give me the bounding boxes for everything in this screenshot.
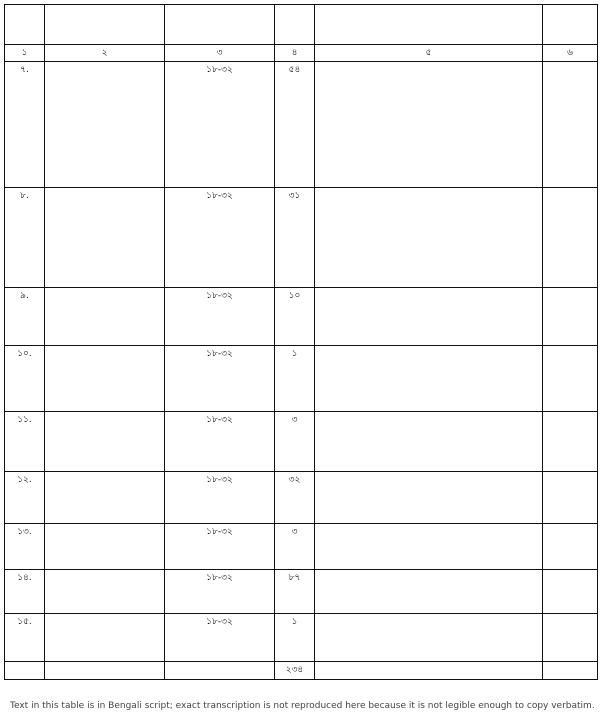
total-empty (165, 662, 275, 680)
row-post (45, 346, 165, 412)
row-age: ১৮-৩২ (165, 472, 275, 524)
row-count: ৫৪ (275, 62, 315, 188)
header-age (165, 5, 275, 45)
total-count: ২৩৪ (275, 662, 315, 680)
header-remark (543, 5, 598, 45)
row-serial: ১৩. (5, 524, 45, 570)
row-serial: ১৫. (5, 614, 45, 662)
total-label (45, 662, 165, 680)
transcription-note: Text in this table is in Bengali script; exact transcription is not reproduced here because it is not legible enough to copy verbatim. (10, 701, 595, 711)
colnum: ৫ (315, 45, 543, 62)
row-post (45, 412, 165, 472)
row-qualification (315, 188, 543, 288)
total-empty (5, 662, 45, 680)
table-row (5, 570, 598, 614)
table-row (5, 346, 598, 412)
row-post (45, 472, 165, 524)
row-count: ৮৭ (275, 570, 315, 614)
row-remark (543, 524, 598, 570)
row-qualification (315, 472, 543, 524)
header-qualification (315, 5, 543, 45)
row-age: ১৮-৩২ (165, 288, 275, 346)
header-count (275, 5, 315, 45)
header-serial (5, 5, 45, 45)
row-post (45, 288, 165, 346)
total-empty (315, 662, 543, 680)
row-age: ১৮-৩২ (165, 412, 275, 472)
colnum: ৪ (275, 45, 315, 62)
row-remark (543, 346, 598, 412)
row-count: ৩১ (275, 188, 315, 288)
table-row (5, 288, 598, 346)
row-age: ১৮-৩২ (165, 346, 275, 412)
row-qualification (315, 346, 543, 412)
row-qualification (315, 62, 543, 188)
row-count: ১ (275, 614, 315, 662)
row-remark (543, 614, 598, 662)
total-empty (543, 662, 598, 680)
header-post (45, 5, 165, 45)
row-qualification (315, 412, 543, 472)
row-age: ১৮-৩২ (165, 570, 275, 614)
colnum: ২ (45, 45, 165, 62)
row-serial: ৮. (5, 188, 45, 288)
row-serial: ৯. (5, 288, 45, 346)
row-serial: ১৪. (5, 570, 45, 614)
table-row (5, 188, 598, 288)
row-age: ১৮-৩২ (165, 614, 275, 662)
job-table (4, 4, 598, 680)
row-remark (543, 288, 598, 346)
row-count: ৩ (275, 412, 315, 472)
row-count: ৩ (275, 524, 315, 570)
row-age: ১৮-৩২ (165, 524, 275, 570)
table-row (5, 614, 598, 662)
row-qualification (315, 524, 543, 570)
row-qualification (315, 614, 543, 662)
row-count: ১০ (275, 288, 315, 346)
row-remark (543, 188, 598, 288)
row-remark (543, 472, 598, 524)
table-row (5, 412, 598, 472)
row-count: ১ (275, 346, 315, 412)
row-qualification (315, 570, 543, 614)
total-row (5, 662, 598, 680)
row-serial: ১০. (5, 346, 45, 412)
row-remark (543, 62, 598, 188)
row-serial: ১১. (5, 412, 45, 472)
row-serial: ১২. (5, 472, 45, 524)
row-remark (543, 412, 598, 472)
row-count: ৩২ (275, 472, 315, 524)
colnum: ৬ (543, 45, 598, 62)
colnum: ৩ (165, 45, 275, 62)
colnum: ১ (5, 45, 45, 62)
row-age: ১৮-৩২ (165, 188, 275, 288)
row-remark (543, 570, 598, 614)
row-qualification (315, 288, 543, 346)
row-post (45, 614, 165, 662)
table-row (5, 472, 598, 524)
row-serial: ৭. (5, 62, 45, 188)
row-post (45, 62, 165, 188)
row-post (45, 524, 165, 570)
table-row (5, 524, 598, 570)
row-post (45, 570, 165, 614)
table-row (5, 62, 598, 188)
column-number-row (5, 45, 598, 62)
header-row (5, 5, 598, 45)
row-age: ১৮-৩২ (165, 62, 275, 188)
row-post (45, 188, 165, 288)
